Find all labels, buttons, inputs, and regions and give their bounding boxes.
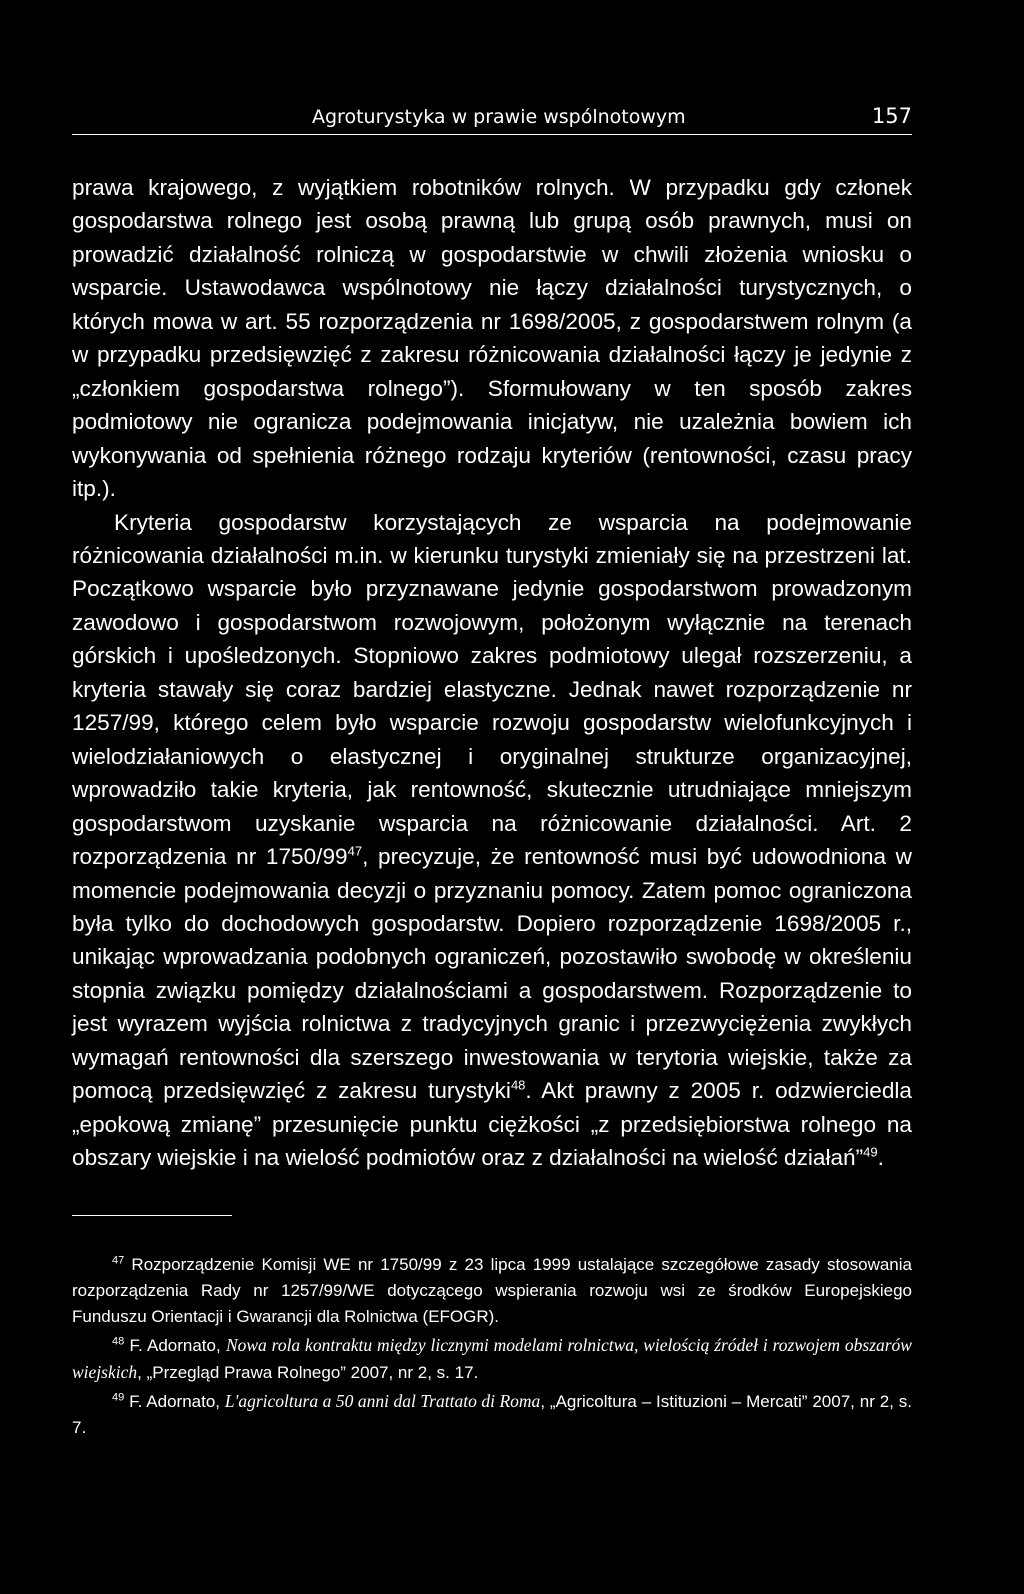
footnote bbox=[72, 1252, 912, 1330]
text-run: , precyzuje, że rentowność musi być udowodniona w momencie podejmowania decyzji o przyznaniu pomocy. Zatem pomoc ograniczona była tylko do dochodowych gospodarstw. Dopiero rozporządzenie 1698/2005 r., unikając wprowadzania podobnych ograniczeń, pozostawiło swobodę w określeniu stopnia związku pomiędzy działalnościami a gospodarstwem. Rozporządzenie to jest wyrazem wyjścia rolnictwa z tradycyjnych granic i przezwyciężenia zwykłych wymagań rentowności dla szerszego inwestowania w terytoria wiejskie, także za pomocą przedsięwzięć z zakresu turystyki bbox=[72, 844, 912, 1104]
footnote-number: 48 bbox=[112, 1334, 125, 1347]
paragraph bbox=[72, 171, 912, 506]
text-run: , „Przegląd Prawa Rolnego” 2007, nr 2, s. 17. bbox=[137, 1362, 479, 1382]
text-run: Rozporządzenie Komisji WE nr 1750/99 z 23 lipca 1999 ustalające szczegółowe zasady stosowania rozporządzenia Rady nr 1257/99/WE dotyczącego wspierania rozwoju wsi ze środków Europejskiego Funduszu Orientacji i Gwarancji dla Rolnictwa (EFOGR). bbox=[72, 1254, 912, 1326]
footnote bbox=[72, 1388, 912, 1441]
footnote-separator bbox=[72, 1215, 232, 1216]
page bbox=[72, 100, 912, 1443]
footnote-number: 47 bbox=[112, 1253, 125, 1266]
cited-title: Nowa rola kontraktu między licznymi modelami rolnictwa, wielością źródeł i rozwojem obszarów wiejskich bbox=[72, 1334, 912, 1382]
paragraph bbox=[72, 506, 912, 1175]
running-title: Agroturystyka w prawie wspólnotowym bbox=[312, 106, 686, 128]
text-run: Kryteria gospodarstw korzystających ze wsparcia na podejmowanie różnicowania działalności m.in. w kierunku turystyki zmieniały się na przestrzeni lat. Początkowo wsparcie było przyznawane jedynie gospodarstwom prowadzonym zawodowo i gospodarstwom rozwojowym, położonym wyłącznie na terenach górskich i upośledzonych. Stopniowo zakres podmiotowy ulegał rozszerzeniu, a kryteria stawały się coraz bardziej elastyczne. Jednak nawet rozporządzenie nr 1257/99, którego celem było wsparcie rozwoju gospodarstw wielofunkcyjnych i wielodziałaniowych o elastycznej i oryginalnej strukturze organizacyjnej, wprowadziło takie kryteria, jak rentowność, skutecznie utrudniające mniejszym gospodarstwom uzyskanie wsparcia na różnicowanie działalności. Art. 2 rozporządzenia nr 1750/99 bbox=[72, 509, 912, 870]
text-run: , „Agricoltura – Istituzioni – Mercati” 2007, nr 2, s. 7. bbox=[72, 1391, 913, 1437]
text-run: F. Adornato, bbox=[129, 1391, 225, 1411]
text-run: . bbox=[877, 1145, 884, 1171]
cited-title: L'agricoltura a 50 anni dal Trattato di Roma bbox=[224, 1390, 541, 1411]
text-run: prawa krajowego, z wyjątkiem robotników rolnych. W przypadku gdy członek gospodarstwa rolnego jest osobą prawną lub grupą osób prawnych, musi on prowadzić działalność rolniczą w gospodarstwie w chwili złożenia wniosku o wsparcie. Ustawodawca wspólnotowy nie łączy działalności turystycznych, o których mowa w art. 55 rozporządzenia nr 1698/2005, z gospodarstwem rolnym (a w przypadku przedsięwzięć z zakresu różnicowania działalności łączy je jedynie z „członkiem gospodarstwa rolnego”). Sformułowany w ten sposób zakres podmiotowy nie ogranicza podejmowania inicjatyw, nie uzależnia bowiem ich wykonywania od spełnienia różnego rodzaju kryteriów (rentowności, czasu pracy itp.). bbox=[72, 175, 912, 502]
text-run: F. Adornato, bbox=[129, 1335, 226, 1355]
footnote-ref: 47 bbox=[347, 843, 363, 859]
running-header bbox=[72, 100, 912, 135]
page-number: 157 bbox=[871, 104, 912, 128]
footnote bbox=[72, 1332, 912, 1386]
body-text bbox=[72, 171, 912, 1175]
footnote-number: 49 bbox=[112, 1390, 125, 1403]
footnote-ref: 48 bbox=[510, 1077, 526, 1093]
footnotes bbox=[72, 1252, 912, 1441]
footnote-ref: 49 bbox=[863, 1144, 878, 1160]
text-run: . Akt prawny z 2005 r. odzwierciedla „epokową zmianę” przesunięcie punktu ciężkości „z przedsiębiorstwa rolnego na obszary wiejskie i na wielość podmiotów oraz z działalności na wielość działań” bbox=[72, 1078, 912, 1171]
